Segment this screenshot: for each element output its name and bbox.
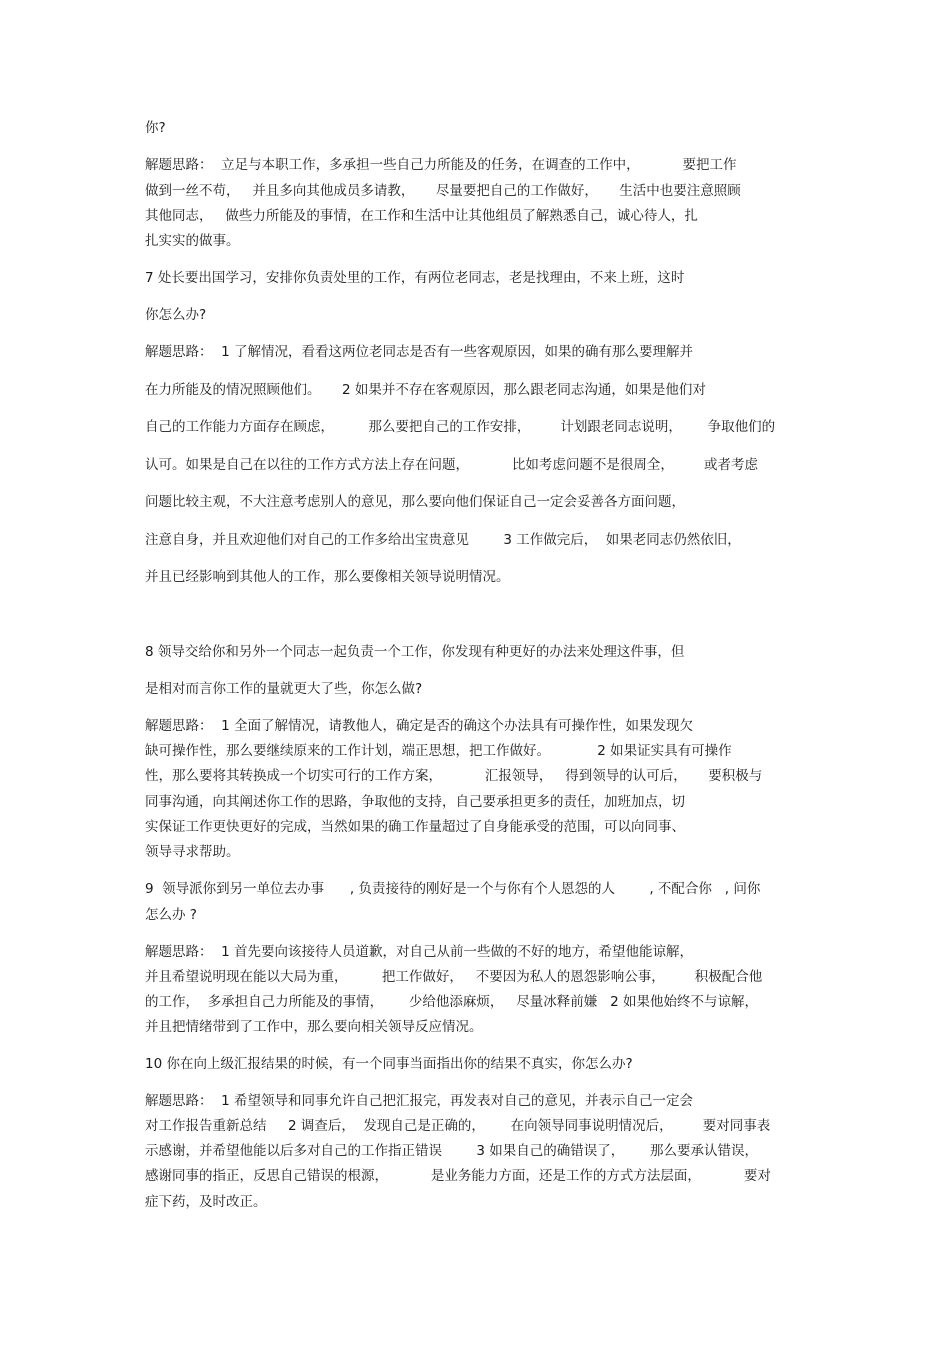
text-line: 实保证工作更快更好的完成，当然如果的确工作量超过了自身能承受的范围，可以向同事、 <box>145 819 685 835</box>
question-10-line: 10 你在向上级汇报结果的时候，有一个同事当面指出你的结果不真实，你怎么办? <box>145 1056 633 1072</box>
question-8-line: 8 领导交给你和另外一个同志一起负责一个工作，你发现有种更好的办法来处理这件事，但 <box>145 644 685 660</box>
text-line: 症下药，及时改正。 <box>145 1194 267 1210</box>
text-line: 感谢同事的指正，反思自己错误的根源， 是业务能力方面，还是工作的方式方法层面， 要对 <box>145 1168 771 1184</box>
text-line: 扎实实的做事。 <box>145 233 240 249</box>
text-line: 对工作报告重新总结 2 调查后， 发现自己是正确的， 在向领导同事说明情况后， 要对同事表 <box>145 1118 771 1134</box>
text-line: 同事沟通，向其阐述你工作的思路，争取他的支持，自己要承担更多的责任，加班加点，切 <box>145 794 685 810</box>
text-line: 领导寻求帮助。 <box>145 844 240 860</box>
question-7-line: 7 处长要出国学习，安排你负责处里的工作，有两位老同志，老是找理由，不来上班，这时 <box>145 270 685 286</box>
text-line: 解题思路： 1 了解情况，看看这两位老同志是否有一些客观原因，如果的确有那么要理解并 <box>145 344 693 360</box>
question-7-line: 你怎么办? <box>145 307 207 323</box>
text-line: 解题思路： 1 首先要向该接待人员道歉，对自己从前一些做的不好的地方，希望他能谅解， <box>145 944 693 960</box>
text-line: 缺可操作性，那么要继续原来的工作计划，端正思想，把工作做好。 2 如果证实具有可操作 <box>145 743 732 759</box>
text-line: 问题比较主观，不大注意考虑别人的意见，那么要向他们保证自己一定会妥善各方面问题， <box>145 494 685 510</box>
text-line: 示感谢，并希望他能以后多对自己的工作指正错误 3 如果自己的确错误了， 那么要承认错误， <box>145 1143 758 1159</box>
text-line: 在力所能及的情况照顾他们。 2 如果并不存在客观原因，那么跟老同志沟通，如果是他们对 <box>145 382 706 398</box>
text-line: 认可。如果是自己在以往的工作方式方法上存在问题， 比如考虑问题不是很周全， 或者考虑 <box>145 457 758 473</box>
text-line: 并且已经影响到其他人的工作，那么要像相关领导说明情况。 <box>145 569 510 585</box>
text-line: 并且希望说明现在能以大局为重， 把工作做好， 不要因为私人的恩怨影响公事， 积极配合他 <box>145 969 763 985</box>
text-line: 性，那么要将其转换成一个切实可行的工作方案， 汇报领导， 得到领导的认可后， 要积极与 <box>145 768 763 784</box>
question-8-line: 是相对而言你工作的量就更大了些，你怎么做? <box>145 681 423 697</box>
question-9-line: 怎么办 ? <box>145 907 197 923</box>
text-line: 自己的工作能力方面存在顾虑， 那么要把自己的工作安排， 计划跟老同志说明， 争取他们的 <box>145 419 776 435</box>
text-line: 你? <box>145 120 166 136</box>
text-line: 解题思路： 1 全面了解情况，请教他人，确定是否的确这个办法具有可操作性，如果发现欠 <box>145 718 693 734</box>
text-line: 注意自身，并且欢迎他们对自己的工作多给出宝贵意见 3 工作做完后， 如果老同志仍然依旧， <box>145 532 741 548</box>
text-line: 并且把情绪带到了工作中，那么要向相关领导反应情况。 <box>145 1019 483 1035</box>
question-9-line: 9 领导派你到另一单位去办事 , 负责接待的刚好是一个与你有个人恩怨的人 , 不配合你 , 问你 <box>145 881 761 897</box>
text-line: 的工作， 多承担自己力所能及的事情， 少给他添麻烦， 尽量冰释前嫌 2 如果他始终不与谅解， <box>145 994 758 1010</box>
text-line: 解题思路： 立足与本职工作，多承担一些自己力所能及的任务，在调查的工作中， 要把工作 <box>145 157 737 173</box>
text-line: 做到一丝不苟， 并且多向其他成员多请教， 尽量要把自己的工作做好， 生活中也要注意照顾 <box>145 183 741 199</box>
text-line: 其他同志， 做些力所能及的事情，在工作和生活中让其他组员了解熟悉自己，诚心待人，扎 <box>145 208 698 224</box>
text-line: 解题思路： 1 希望领导和同事允许自己把汇报完，再发表对自己的意见，并表示自己一定会 <box>145 1093 693 1109</box>
